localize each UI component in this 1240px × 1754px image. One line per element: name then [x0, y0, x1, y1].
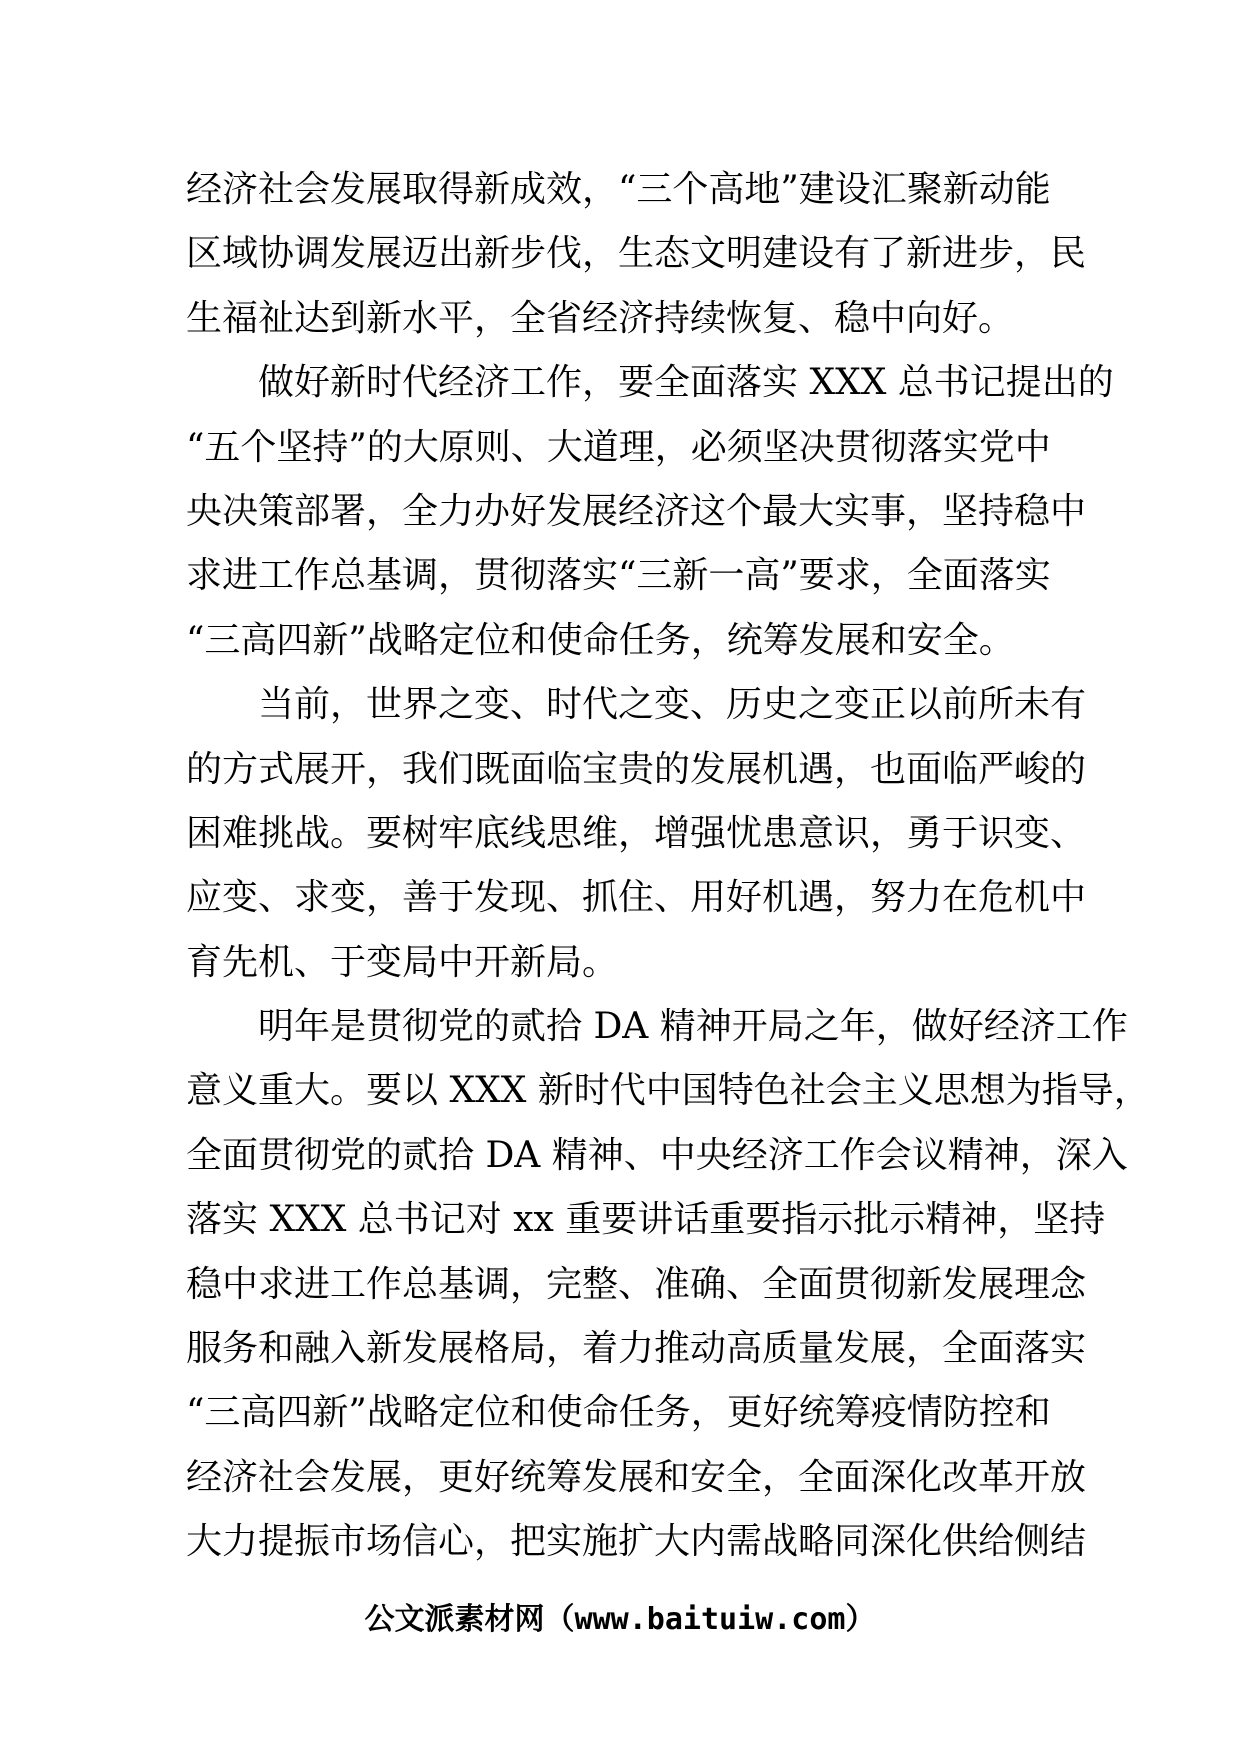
- text-line: “三高四新”战略定位和使命任务，统筹发展和安全。: [186, 619, 1015, 661]
- footer-watermark: 公文派素材网（www.baituiw.com）: [364, 1602, 876, 1637]
- text-line: 央决策部署，全力办好发展经济这个最大实事，坚持稳中: [186, 490, 1087, 532]
- text-line: 困难挑战。要树牢底线思维，增强忧患意识，勇于识变、: [186, 812, 1087, 854]
- text-line: 大力提振市场信心，把实施扩大内需战略同深化供给侧结: [186, 1521, 1087, 1563]
- text-line: “三高四新”战略定位和使命任务，更好统筹疫情防控和: [186, 1392, 1051, 1434]
- text-line: 稳中求进工作总基调，完整、准确、全面贯彻新发展理念: [186, 1263, 1087, 1305]
- text-line: 服务和融入新发展格局，着力推动高质量发展，全面落实: [186, 1328, 1087, 1370]
- text-line: 做好新时代经济工作，要全面落实 XXX 总书记提出的: [258, 362, 1114, 404]
- text-line: 求进工作总基调，贯彻落实“三新一高”要求，全面落实: [186, 555, 1051, 597]
- text-line: 当前，世界之变、时代之变、历史之变正以前所未有: [258, 684, 1087, 726]
- text-line: 落实 XXX 总书记对 xx 重要讲话重要指示批示精神，坚持: [186, 1199, 1106, 1241]
- text-line: 育先机、于变局中开新局。: [186, 941, 619, 983]
- document-body: [186, 158, 1150, 1575]
- text-line: “五个坚持”的大原则、大道理，必须坚决贯彻落实党中: [186, 426, 1051, 468]
- text-line: 意义重大。要以 XXX 新时代中国特色社会主义思想为指导，: [186, 1070, 1150, 1112]
- text-line: 应变、求变，善于发现、抓住、用好机遇，努力在危机中: [186, 877, 1087, 919]
- text-line: 明年是贯彻党的贰拾 DA 精神开局之年，做好经济工作: [258, 1006, 1128, 1048]
- text-line: 全面贯彻党的贰拾 DA 精神、中央经济工作会议精神，深入: [186, 1134, 1128, 1176]
- text-line: 经济社会发展，更好统筹发展和安全，全面深化改革开放: [186, 1456, 1087, 1498]
- text-line: 经济社会发展取得新成效，“三个高地”建设汇聚新动能: [186, 169, 1051, 210]
- text-line: 区域协调发展迈出新步伐，生态文明建设有了新进步，民: [186, 233, 1087, 275]
- text-line: 生福祉达到新水平，全省经济持续恢复、稳中向好。: [186, 297, 1015, 339]
- text-line: 的方式展开，我们既面临宝贵的发展机遇，也面临严峻的: [186, 748, 1087, 790]
